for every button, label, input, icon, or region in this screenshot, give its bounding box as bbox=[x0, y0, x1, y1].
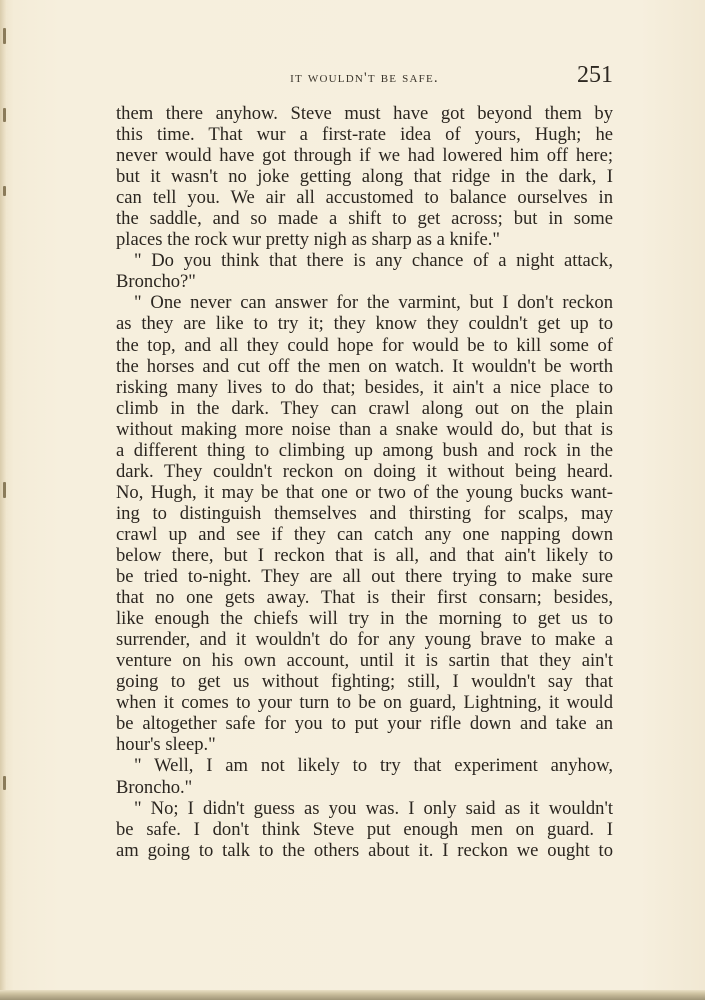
text-line: risking many lives to do that; besides, it ain't a nice place to bbox=[116, 376, 613, 398]
page-bottom-edge bbox=[0, 990, 705, 1000]
text-line: a different thing to climbing up among bush and rock in the bbox=[116, 439, 613, 461]
text-line: Broncho." bbox=[116, 776, 193, 798]
binding-mark bbox=[3, 482, 6, 498]
binding-mark bbox=[3, 776, 6, 790]
body-text bbox=[116, 103, 613, 861]
text-line: never would have got through if we had lowered him off here; bbox=[116, 145, 613, 167]
text-line: places the rock wur pretty nigh as sharp as a knife." bbox=[116, 229, 500, 251]
text-line: crawl up and see if they can catch any one napping down bbox=[116, 523, 613, 545]
binding-mark bbox=[3, 28, 6, 44]
text-line: Broncho?" bbox=[116, 271, 196, 293]
text-line: be altogether safe for you to put your rifle down and take an bbox=[116, 713, 613, 735]
text-line: " No; I didn't guess as you was. I only said as it wouldn't bbox=[134, 797, 613, 819]
binding-mark bbox=[3, 186, 6, 196]
text-line: the horses and cut off the men on watch. It wouldn't be worth bbox=[116, 355, 613, 377]
running-title: it wouldn't be safe. bbox=[290, 70, 439, 86]
text-line: be safe. I don't think Steve put enough men on guard. I bbox=[116, 818, 613, 840]
text-line: this time. That wur a first-rate idea of yours, Hugh; he bbox=[116, 124, 613, 146]
text-line: " One never can answer for the varmint, but I don't reckon bbox=[134, 292, 613, 314]
text-line: like enough the chiefs will try in the morning to get us to bbox=[116, 608, 613, 630]
text-line: am going to talk to the others about it. I reckon we ought to bbox=[116, 839, 613, 861]
text-line: going to get us without fighting; still, I wouldn't say that bbox=[116, 671, 613, 693]
text-line: below there, but I reckon that is all, and that ain't likely to bbox=[116, 544, 613, 566]
text-line: ing to distinguish themselves and thirsting for scalps, may bbox=[116, 502, 613, 524]
binding-mark bbox=[3, 108, 6, 122]
text-line: be tried to-night. They are all out there trying to make sure bbox=[116, 566, 613, 588]
text-line: hour's sleep." bbox=[116, 734, 216, 756]
text-line: when it comes to your turn to be on guard, Lightning, it would bbox=[116, 692, 613, 714]
text-line: without making more noise than a snake would do, but that is bbox=[116, 418, 613, 440]
text-line: that no one gets away. That is their first consarn; besides, bbox=[116, 587, 613, 609]
text-line: No, Hugh, it may be that one or two of the young bucks want- bbox=[116, 481, 613, 503]
text-line: the top, and all they could hope for would be to kill some of bbox=[116, 334, 613, 356]
page-binding-edge bbox=[0, 0, 6, 1000]
page-header bbox=[116, 62, 613, 96]
text-line: climb in the dark. They can crawl along out on the plain bbox=[116, 397, 613, 419]
text-line: dark. They couldn't reckon on doing it without being heard. bbox=[116, 460, 613, 482]
text-line: can tell you. We air all accustomed to balance ourselves in bbox=[116, 187, 613, 209]
text-line: " Do you think that there is any chance of a night attack, bbox=[134, 250, 613, 272]
text-line: venture on his own account, until it is sartin that they ain't bbox=[116, 650, 613, 672]
text-line: but it wasn't no joke getting along that ridge in the dark, I bbox=[116, 166, 613, 188]
page-number: 251 bbox=[577, 62, 613, 88]
text-line: " Well, I am not likely to try that experiment anyhow, bbox=[134, 755, 613, 777]
text-line: them there anyhow. Steve must have got beyond them by bbox=[116, 103, 613, 124]
text-line: the saddle, and so made a shift to get across; but in some bbox=[116, 208, 613, 230]
text-line: as they are like to try it; they know they couldn't get up to bbox=[116, 313, 613, 335]
text-line: surrender, and it wouldn't do for any young brave to make a bbox=[116, 629, 613, 651]
